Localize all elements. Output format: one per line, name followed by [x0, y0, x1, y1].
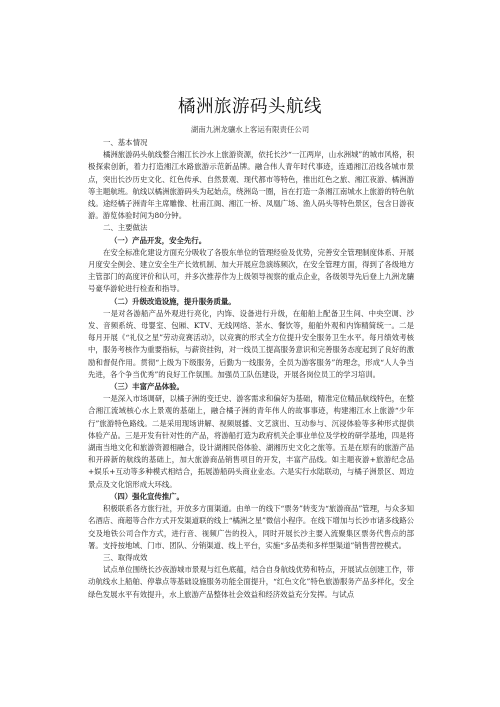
subsection-heading: （二）升级改造设施，提升服务质量。	[110, 296, 236, 306]
subsection-heading: （四）强化宣传推广。	[110, 491, 184, 501]
paragraph: 积极联系各方旅行社，开放多方面渠道。由单一的线下“票务”转变为“旅游商品”管理，与众多知名酒店、商超等合作方式开发渠道联的线上“橘洲之星”微信小程序。在线下增加与长沙市诸多线路公交及地铁公司合作方式，进行音、视频广告的投入，同时开展长沙主要入流聚集区票务代售点的部署。支持按地域、门市、团队、分销渠道、线上平台，实施“多品类和多样型渠道”销售营控模式。	[88, 504, 414, 550]
subsection-heading: （三）丰富产品体验。	[110, 382, 184, 392]
document-body	[88, 137, 414, 601]
section-heading: 三、取得成效	[103, 552, 148, 562]
section-heading: 二、主要做法	[103, 223, 148, 233]
paragraph: 一是对各游船产品外观进行亮化，内饰、设备进行升级，在船舶上配备卫生间、中央空调、沙发、音频系统、母婴室、包厢、KTV、无线网络、茶水、餐饮等，船舶外观和内饰精简统一。二是每月开展《“礼仪之星”劳动竞赛活动》，以竞赛的形式全方位提升安全服务卫生水平。每月绩效考核中，服务考核作为重要指标，与薪资挂钩，对一线员工提高服务意识和完善服务态度起到了良好的激励和督促作用。贯彻“上级为下级服务，后勤为一线服务，全员为游客服务”的理念，形成“人人争当先进，各个争当优秀”的良好工作氛围。加强员工队伍建设，开展各岗位员工的学习培训。	[88, 308, 414, 379]
subsection-heading: （一）产品开发，安全先行。	[110, 235, 207, 245]
paragraph: 在安全标准化建设方面充分吸收了各股东单位的管理经验及优势，完善安全管理制度体系、开展月度安全例会、建立安全生产长效机制、加大开展应急演练频次，在安全管理方面，得到了各级地方主管部门的高度评价和认可，并多次推荐作为上级领导视察的重点企业，各级领导先后登上九洲龙骧号豪华游轮进行检查和指导。	[88, 247, 414, 294]
section-heading: 一、基本情况	[103, 138, 148, 147]
paragraph: 橘洲旅游码头航线整合湘江长沙水上旅游资源，依托长沙“一江两岸，山水洲城”的城市风格，积极探索创新，着力打造湘江水路旅游示范新品牌。融合伟人青年时代事迹，连通湘江沿线各城市景点，突出长沙历史文化、红色传承、自然景观、现代都市等特色，推出红色之旅、湘江夜游、橘洲游等主题航班。航线以橘洲旅游码头为起始点，绕洲岛一圈，旨在打造一条湘江南城水上旅游的特色航线。途经橘子洲青年主席雕像、杜甫江阁、湘江一桥、凤凰广场、渔人码头等特色景区，包含日游夜游。游览体验时间为80分钟。	[88, 150, 414, 221]
document-subtitle: 湖南九洲龙骧水上客运有限责任公司	[190, 125, 310, 134]
paragraph: 一是深入市场调研，以橘子洲的变迁史、游客需求和偏好为基础，精准定位精品航线特色，在整合湘江流域核心水上景观的基础上，融合橘子洲的青年伟人的故事事迹，构建湘江水上旅游“少年行”旅游特色路线。二是采用现场讲解、视频展播、文艺演出、互动参与、沉浸体验等多种形式提供体验产品。三是开发有针对性的产品，将游船打造为政府机关企事业单位及学校的研学基地，四是将湖南当地文化和旅游资源相融合，设计湖湘民俗体验、湖湘历史文化之旅等。五是在原有的旅游产品和开辟新的航线的基础上，加大旅游商品销售项目的开发，丰富产品线。如主题夜游+旅游纪念品+娱乐+互动等多种模式相结合，拓展游船码头商业业态。六是实行水陆联动，与橘子洲景区、周边景点及文化馆形成大环线。	[88, 394, 414, 489]
paragraph: 试点单位围绕长沙夜游城市景观与红色底蕴，结合自身航线优势和特点，开展试点创建工作，带动航线水上船舶、停靠点等基础设施服务功能全面提升，“红色文化”特色旅游服务产品多样化，安全绿色发展水平有效提升，水上旅游产品整体社会效益和经济效益充分发挥。与试点	[88, 565, 414, 599]
document-title: 橘洲旅游码头航线	[178, 97, 322, 117]
